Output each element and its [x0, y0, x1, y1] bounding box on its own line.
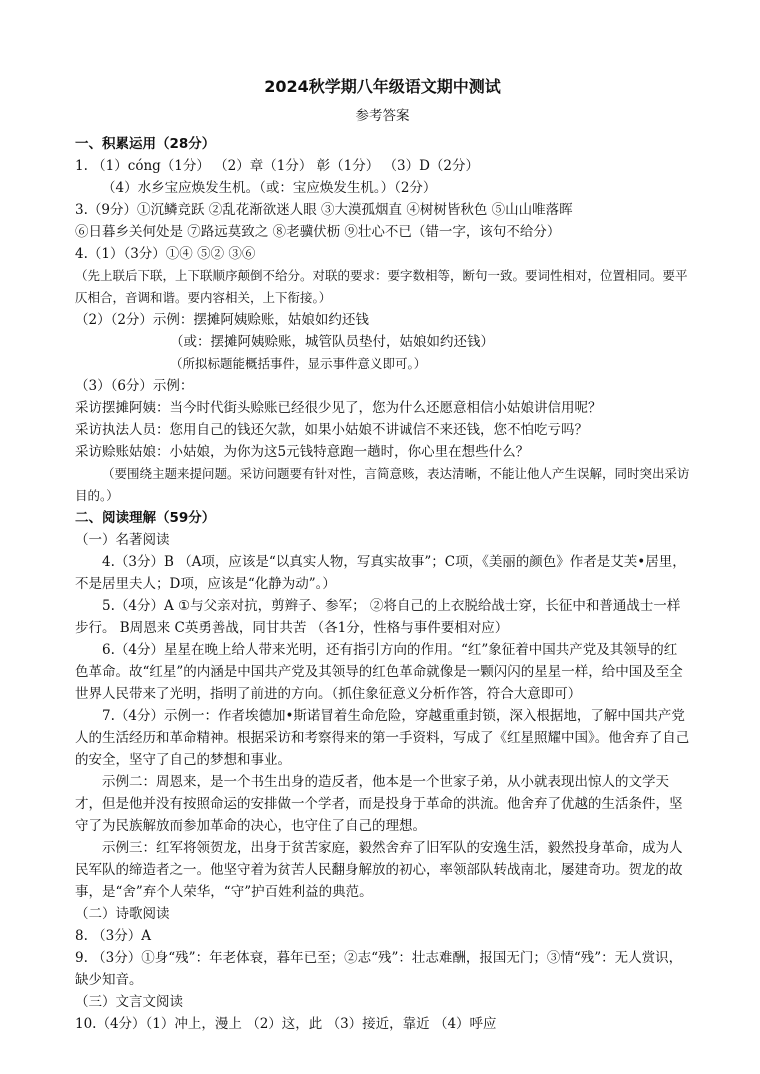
- q4-3-line-1: （3）（6分）示例：: [75, 378, 194, 394]
- q3-line-1: 3.（9分）①沉鳞竞跃 ②乱花渐欲迷人眼 ③大漠孤烟直 ④树树皆秋色 ⑤山山唯落晖: [75, 202, 573, 218]
- q9-answer: 9. （3分）①身“残”：年老体衰，暮年已至；②志“残”：壮志难酬，报国无门；③情“残”：无人赏识，缺少知音。: [75, 950, 683, 988]
- section-1-heading: 一、积累运用（28分）: [75, 136, 216, 152]
- q1-line-2: （4）水乡宝应焕发生机。（或：宝应焕发生机。）（2分）: [102, 180, 437, 196]
- q4-2-line-1: （2）（2分）示例：摆摊阿姨赊账，姑娘如约还钱: [75, 312, 369, 328]
- q7-example-1: 7.（4分）示例一：作者埃德加•斯诺冒着生命危险，穿越重重封锁，深入根据地，了解中国共产党人的生活经历和革命精神。根据采访和考察得来的第一手资料，写成了《红星照耀中国》。他舍弃了自己的安全，坚守了自己的梦想和事业。: [75, 708, 690, 768]
- q4-1-note: （先上联后下联，上下联顺序颠倒不给分。对联的要求：要字数相等，断句一致。要词性相对，位置相同。要平仄相合，音调和谐。要内容相关，上下衔接。）: [75, 268, 688, 305]
- q3-line-2: ⑥日暮乡关何处是 ⑦路远莫致之 ⑧老骥伏枥 ⑨壮心不已（错一字，该句不给分）: [75, 224, 561, 240]
- section-2-heading: 二、阅读理解（59分）: [75, 510, 216, 526]
- q8-answer: 8. （3分）A: [75, 928, 152, 944]
- q7-example-3: 示例三：红军将领贺龙，出身于贫苦家庭，毅然舍弃了旧军队的安逸生活，毅然投身革命，成为人民军队的缔造者之一。他坚守着为贫苦人民翻身解放的初心，率领部队转战南北，屡建奇功。贺龙的故事，是“舍”弃个人荣华，“守”护百姓利益的典范。: [75, 840, 683, 900]
- q4-2-line-3: （所拟标题能概括事件，显示事件意义即可。）: [170, 356, 427, 371]
- q4-3-answer-c: 采访赊账姑娘：小姑娘，为你为这5元钱特意跑一趟时，你心里在想些什么？: [75, 444, 530, 460]
- q4-2-line-2: （或：摆摊阿姨赊账，城管队员垫付，姑娘如约还钱）: [170, 334, 494, 350]
- q4-3-answer-b: 采访执法人员：您用自己的钱还欠款，如果小姑娘不讲诚信不来还钱，您不怕吃亏吗？: [75, 422, 588, 438]
- q4-3-answer-a: 采访摆摊阿姨：当今时代街头赊账已经很少见了，您为什么还愿意相信小姑娘讲信用呢？: [75, 400, 602, 416]
- q7-example-2: 示例二：周恩来，是一个书生出身的造反者，他本是一个世家子弟，从小就表现出惊人的文学天才，但是他并没有按照命运的安排做一个学者，而是投身于革命的洪流。他舍弃了优越的生活条件，坚守了为民族解放而参加革命的决心，也守住了自己的理想。: [75, 774, 683, 834]
- q4-1-line: 4.（1）（3分）①④ ⑤② ③⑥: [75, 246, 256, 262]
- document-title: 2024秋学期八年级语文期中测试: [264, 77, 501, 96]
- q10-answer: 10.（4分）（1）冲上，漫上 （2）这，此 （3）接近，靠近 （4）呼应: [75, 1016, 497, 1032]
- subsection-2-heading: （二）诗歌阅读: [75, 906, 170, 922]
- document-subtitle: 参考答案: [355, 108, 410, 124]
- q6-answer: 6.（4分）星星在晚上给人带来光明，还有指引方向的作用。“红”象征着中国共产党及其领导的红色革命。故“红星”的内涵是中国共产党及其领导的红色革命就像是一颗闪闪的星星一样，给中国及至全世界人民带来了光明，指明了前进的方向。（抓住象征意义分析作答，符合大意即可）: [75, 642, 683, 702]
- q5-answer: 5.（4分）A ①与父亲对抗，剪辫子、参军； ②将自己的上衣脱给战士穿，长征中和普通战士一样步行。 B周恩来 C英勇善战，同甘共苦 （各1分，性格与事件要相对应）: [75, 598, 681, 636]
- q4-3-note: （要围绕主题来提问题。采访问题要有针对性，言简意赅，表达清晰，不能让他人产生误解，同时突出采访目的。）: [75, 466, 690, 503]
- q4-reading-answer: 4.（3分）B （A项，应该是“以真实人物，写真实故事”；C项，《美丽的颜色》作者是艾芙•居里，不是居里夫人；D项，应该是“化静为动”。）: [75, 554, 686, 592]
- subsection-3-heading: （三）文言文阅读: [75, 994, 183, 1010]
- q1-line-1: 1. （1）cóng（1分） （2）章（1分） 彰（1分） （3）D（2分）: [75, 158, 480, 174]
- subsection-1-heading: （一）名著阅读: [75, 532, 170, 548]
